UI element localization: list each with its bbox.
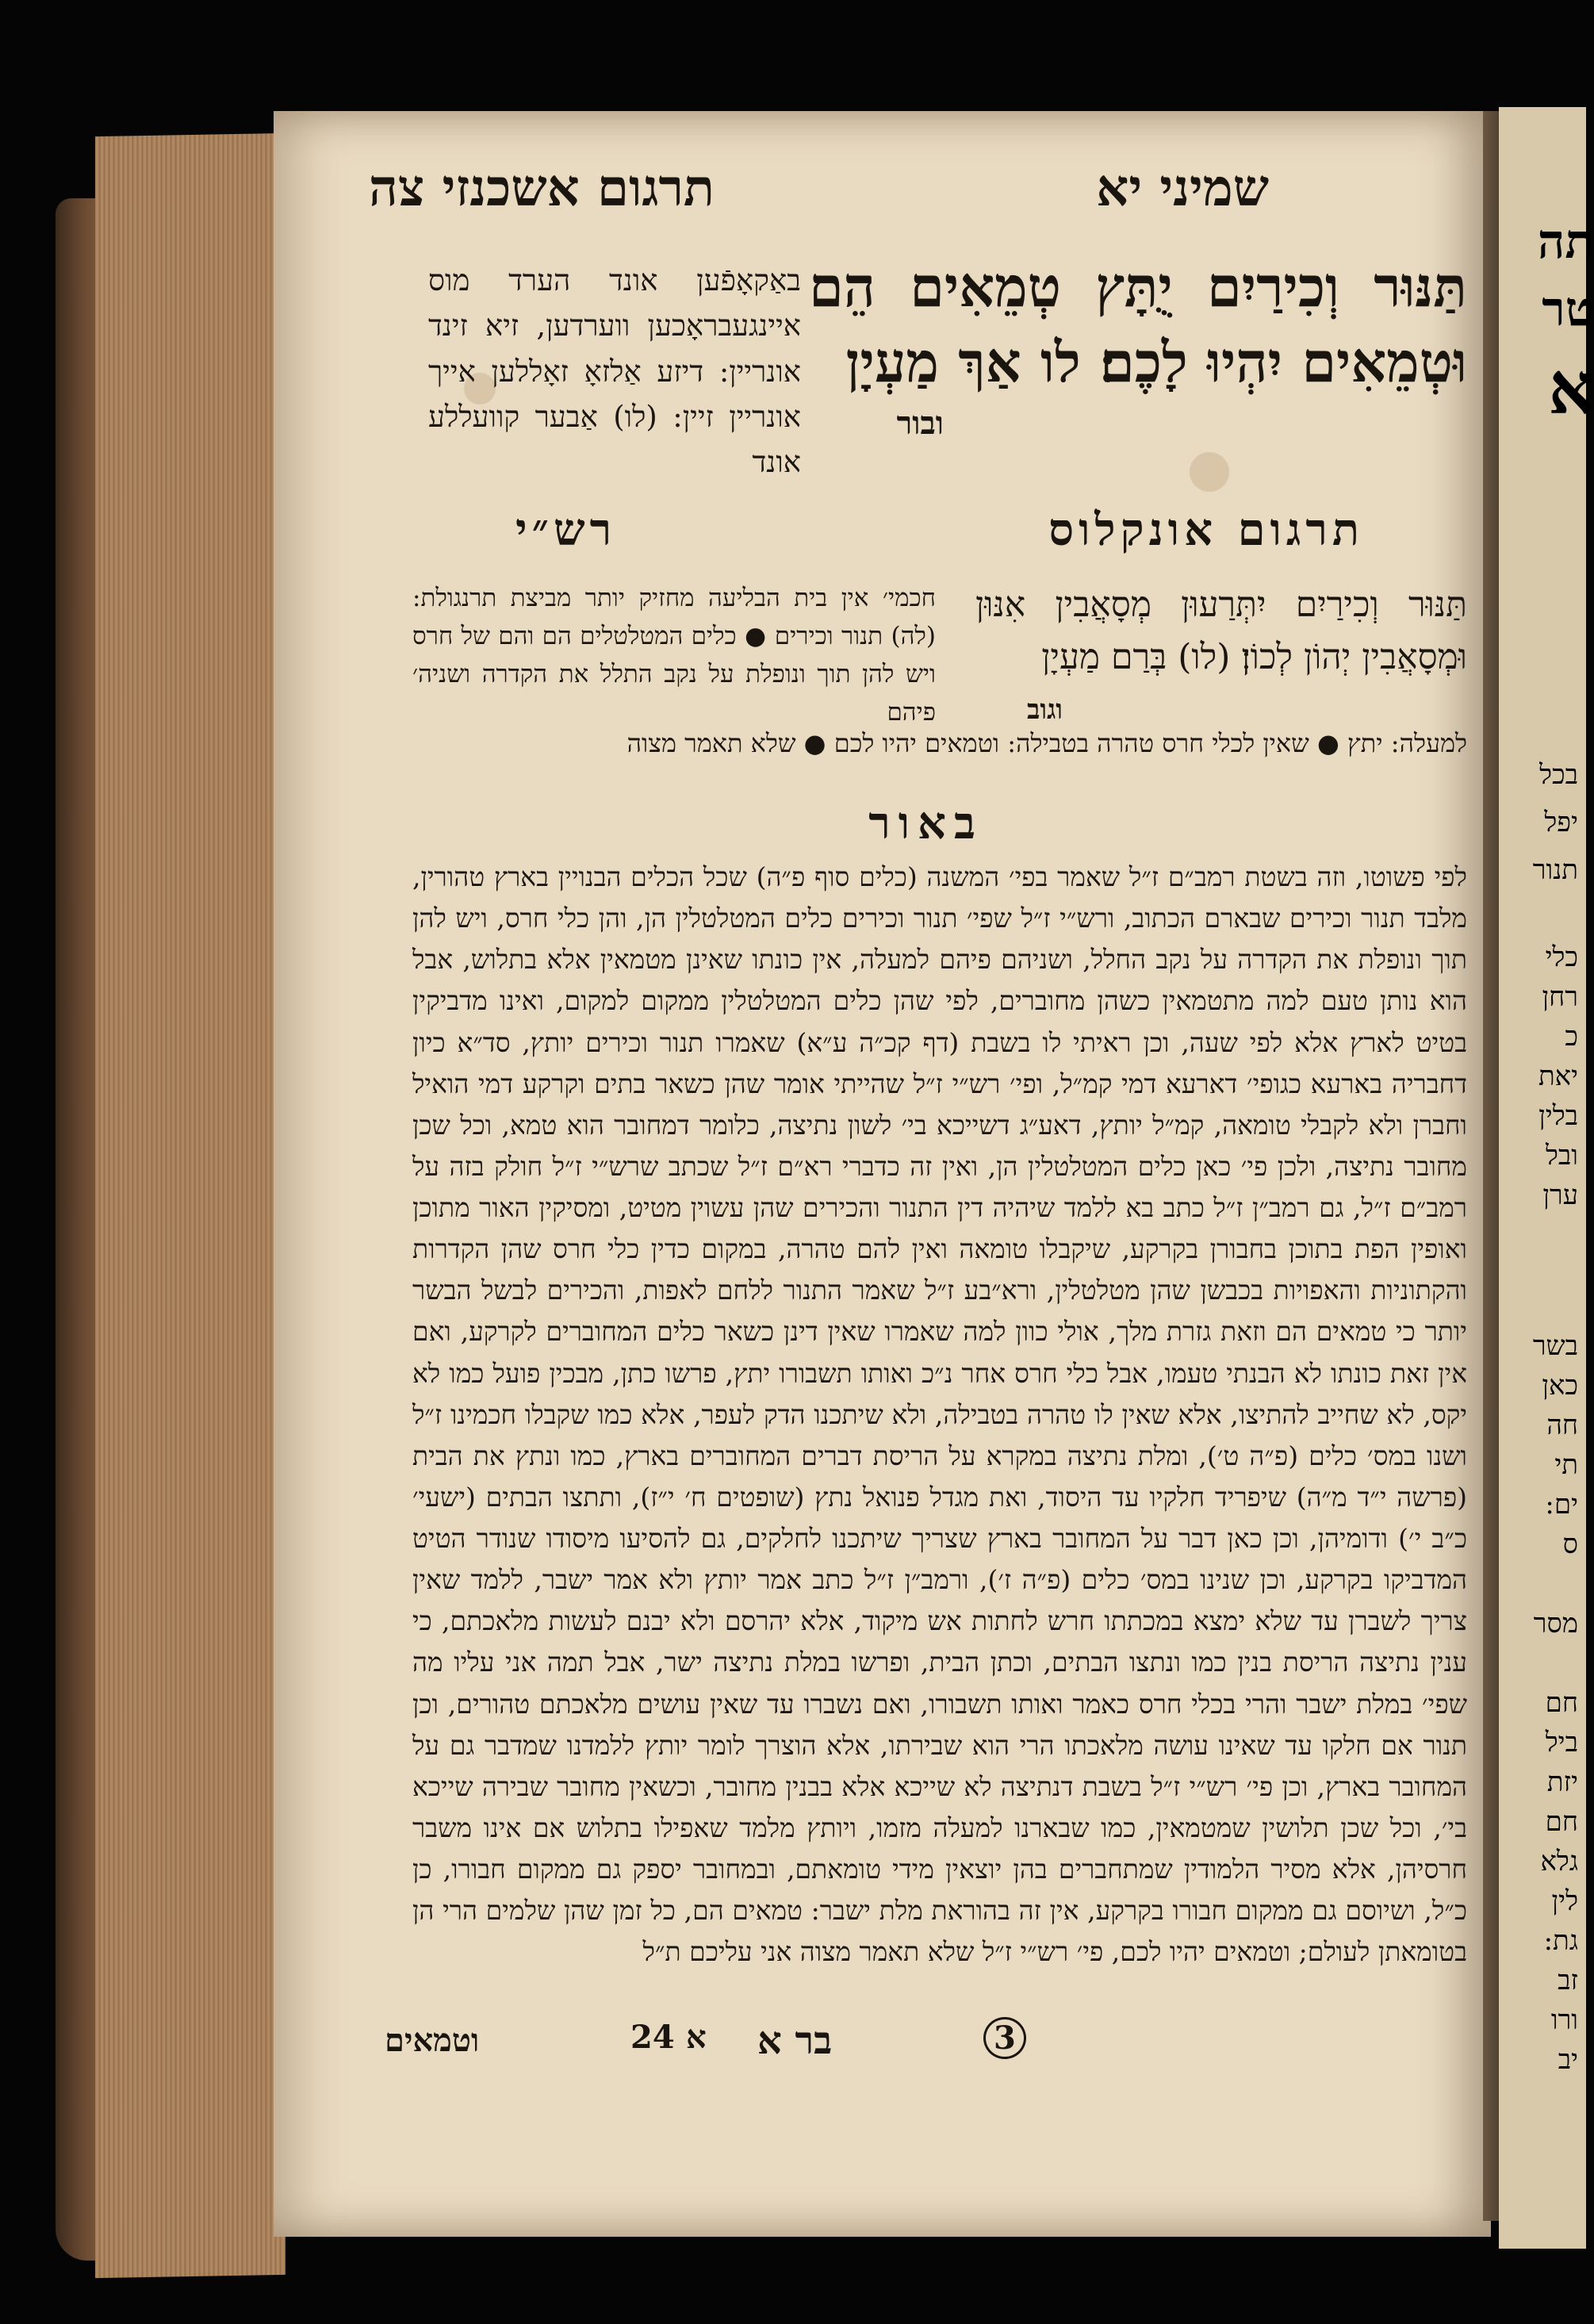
circle-number: 3	[983, 2017, 1026, 2059]
page-number: 24	[630, 2019, 675, 2056]
next-page-text: חה	[1546, 1409, 1578, 1441]
signature-text: בר א	[757, 2019, 833, 2063]
page-footer	[385, 2019, 1332, 2074]
verse-catchword: ובור	[896, 405, 944, 442]
page-stack-edge	[95, 133, 285, 2278]
biur-commentary: לפי פשוטו, וזה בשטת רמב״ם ז״ל שאמר בפי׳ המשנה (כלים סוף פ״ה) שכל הכלים הבנויין בארץ טהורין, מלבד תנור וכירים שבארם הכתוב, ורש״י ז״ל שפי׳ תנור וכירים כלים המטלטלין הן, והן כלי חרס, ויש להן תוך ונופלת את הקדרה על נקב החלל, ושניהם פיהם למעלה, אין כונתו שאינן מטמאין אלא בתלוש, אבל הוא נותן טעם למה מתטמאין כשהן מחוברים, לפי שהן כלים המטלטלין ממקום למקום, ואינו מדביקין בטיט לארץ אלא לפי שעה, וכן ראיתי לו בשבת (דף קכ״ה ע״א) שאמרו תנור וכירים יותץ, סד״א כיון דחבריה בארעא כגופי׳ דארעא דמי קמ״ל, ופי׳ רש״י ז״ל שהייתי אומר שהן כשאר בתים וקרקע דמי הואיל וחברן ולא לקבלי טומאה, קמ״ל יותץ, דאע״ג דשייכא בי׳ לשון נתיצה, כלומר דמחובר הוא טמא, וכל שכן מחובר נתיצה, ולכן פי׳ כאן כלים המטלטלין הן, ואין זה כדברי רא״ם ז״ל שכתב שרש״י ז״ל חולק בזה על רמב״ם ז״ל, גם רמב״ן ז״ל כתב בא ללמד שיהיה דין התנור והכירים שהן עשוין מטיט, ומסיקין האור מתוכן ואופין הפת בתוכן בחבורן בקרקע, שיקבלו טומאה ואין להם טהרה, במקום כדין כלי חרס שהן הקדרות והקתוניות והאפויות בכבשן שהן מטלטלין, ורא״בע ז״ל שאמר התנור ללחם לאפות, והכירים לבשל הבשר יותר כי טמאים הם וזאת גזרת מלך, אולי כוון למה שאמרו שאין דינן כשאר כלים המחוברים לקרקע, ואם אין זאת כונתו לא הבנתי טעמו, אבל כלי חרס אחר נ״כ ואותו תשבורו יתץ, פרשו כתן, מבכין פועל כמו לא יקס, לא שחייב להתיצו, אלא שאין לו טהרה בטבילה, ולא שיתכנו הדק לעפר, אלא כמו שקבלו חכמינו ז״ל ושנו במס׳ כלים (פ״ה ט׳), ומלת נתיצה במקרא על הריסת דברים המחוברים בארץ, כמו ונתץ את הבית (פרשה י״ד מ״ה) שיפריד חלקיו עד היסוד, ואת מגדל פנואל נתץ (שופטים ח׳ י״ז), ותתצו הבתים (ישעי׳ כ״ב י׳) ודומיהן, וכן כאן דבר על המחובר בארץ שצריך שיתכנו לחלקים, גם להסיעו מיסודו שנודר הטיט המדביקו בקרקע, וכן שנינו במס׳ כלים (פ״ה ז׳), ורמב״ן ז״ל כתב אמר יותץ ולא אמר ישבר, ללמד שאין צריך לשברן עד שלא ימצא במכתתו חרש לחתות אש מיקוד, אלא יהרסם ולא יבנם לעשות מלאכתם, כי ענין נתיצה הריסת בנין כמו ונתצו הבתים, וכתן הבית, ופרשו במלת נתיצה ישר, אבל תמה אני עליו מה שפי׳ במלת ישבר והרי בכלי חרס כאמר ואותו תשבורו, ואם נשברו עד שאין עושים מלאכתם טהורים, וכן תנור אם חלקו עד שאינו עושה מלאכתו הרי הוא שבירתו, אלא הוצרך לומר יותץ ללמדנו שמדבר גם על המחובר בארץ, וכן פי׳ רש״י ז״ל בשבת דנתיצה לא שייכא אלא בבנין מחובר, וכשאין מחובר שבירה שייכא בי׳, וכל שכן תלושין שמטמאין, כמו שבארנו למעלה מזמו, ויותץ מלמד שאפילו בתלוש אם אינו משבר חרסיהן, אלא מסיר הלמודין שמתחברים בהן יוצאין מידי טומאתם, ובמחובר יספק גם ממקום חבורו, כן כ״ל, ושיוסם גם ממקום חבורו בקרקע, אין זה בהוראת מלת ישבר: טמאים הם, כל זמן שהן שלמים הרי הן בטומאתן לעולם; וטמאים יהיו לכם, פי׳ רש״י ז״ל שלא תאמר מצוה אני עליכם ת״ל	[412, 861, 1467, 1968]
next-page-text: כלי	[1545, 941, 1578, 973]
next-page-text: תה	[1537, 214, 1594, 270]
onkelos-title: תרגום אונקלוס	[1048, 504, 1364, 556]
biur-title: באור	[868, 797, 983, 849]
next-page-text: ורו	[1550, 2004, 1578, 2036]
yiddish-translation: באַקאָפֿען אונד הערד מוס איינגעבראָכען ווערדען, זיא זינד אונריין: דיזע אַלזאָ זאָללען אייך אונריין זיין: (לו) אַבער קוועללע אונד	[428, 263, 801, 480]
next-page-text: ובל	[1546, 1140, 1578, 1172]
next-page-text: ס	[1562, 1528, 1578, 1560]
next-page-text: תנור	[1532, 854, 1578, 886]
paper-stain	[1190, 452, 1229, 492]
torah-verse: תַּנּוּר וְכִירַיִם יֻתָּץ טְמֵאִים הֵם וּטְמֵאִים יִהְיוּ לָכֶם׃ לו אַךְ מַעְיָן	[809, 254, 1467, 395]
next-page-text: בשר	[1532, 1330, 1578, 1362]
next-page-text: יפל	[1544, 807, 1578, 838]
next-page-text: יב	[1558, 2044, 1578, 2076]
next-page-text: ביל	[1545, 1727, 1578, 1758]
book-page	[274, 111, 1491, 2237]
next-page-text: חם	[1545, 1687, 1578, 1719]
next-page-text: יזת	[1546, 1766, 1578, 1798]
onkelos-catchword: וגוב	[1026, 694, 1063, 726]
next-page-text: זב	[1558, 1965, 1578, 1996]
next-page-text: רחן	[1542, 981, 1578, 1013]
next-page-text: בכל	[1539, 759, 1578, 791]
next-page-text: טר	[1542, 282, 1594, 337]
adjacent-page-fragment	[1499, 107, 1594, 2249]
next-page-text: לין	[1551, 1885, 1578, 1917]
next-page-text: כאן	[1542, 1370, 1578, 1402]
onkelos-text: תַּנּוּר וְכִירַיִם יִתְּרַעוּן מְסָאֲבִין אִנּוּן וּמְסָאֲבִין יְהוֹן לְכוֹן׃ (לו) בְּרַם מַעְיָן	[975, 585, 1467, 677]
next-page-text: ים:	[1545, 1489, 1578, 1521]
next-page-text: תי	[1554, 1449, 1578, 1481]
rashi-commentary: חכמי׳ אין בית הבליעה מחזיק יותר מביצת תרנגולת: (לה) תנור וכירים ● כלים המטלטלים הם והם של חרס ויש להן תוך ונופלת על נקב התלל את הקדרה ושניה׳ פיהם	[412, 584, 936, 727]
next-page-text: ערן	[1542, 1179, 1578, 1211]
next-page-text: בלין	[1538, 1100, 1578, 1132]
footer-catchword: וטמאים	[385, 2022, 480, 2059]
rashi-title: רש״י	[515, 504, 617, 556]
running-header-parasha: שמיני יא	[1096, 159, 1269, 218]
next-page-text: יאת	[1538, 1060, 1578, 1092]
next-page-text: א	[1548, 347, 1594, 431]
next-page-text: חם	[1545, 1806, 1578, 1838]
next-page-text: גלא	[1540, 1846, 1578, 1877]
signature-mark: א	[686, 2019, 707, 2056]
next-page-text: כ	[1565, 1021, 1578, 1053]
next-page-text: מסר	[1533, 1608, 1578, 1639]
rashi-continuation: למעלה: יתץ ● שאין לכלי חרס טהרה בטבילה: וטמאים יהיו לכם ● שלא תאמר מצוה	[626, 728, 1467, 758]
next-page-text: גת:	[1543, 1925, 1578, 1957]
running-header-targum: תרגום אשכנזי צה	[369, 159, 715, 218]
